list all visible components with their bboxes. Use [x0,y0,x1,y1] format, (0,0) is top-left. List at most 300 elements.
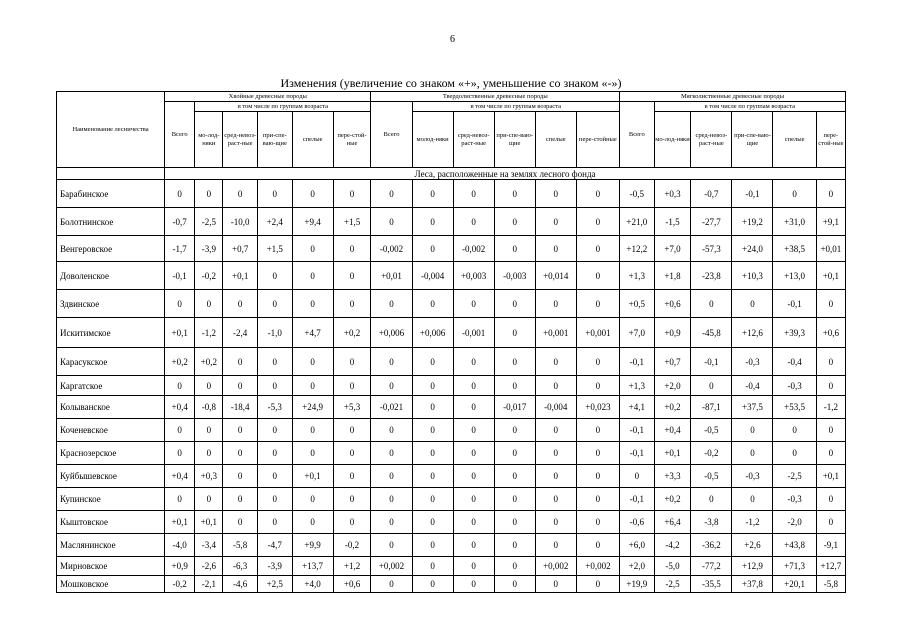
table-title: Изменения (увеличение со знаком «+», уменьшение со знаком «-») [280,76,622,90]
value-cell: 0 [333,419,371,442]
value-cell: +19,9 [620,576,655,593]
value-cell: 0 [453,180,494,208]
value-cell: -0,4 [732,376,773,396]
value-cell: +0,2 [654,396,691,419]
header-age-maturing: при-спе-ваю-щие [494,112,535,168]
value-cell: 0 [494,465,535,488]
value-cell: 0 [292,262,333,290]
value-cell: +13,7 [292,557,333,576]
value-cell: -0,002 [371,236,412,262]
table-row [57,557,846,576]
value-cell: +0,2 [333,318,371,348]
header-total: Всего [620,102,655,168]
value-cell: 0 [412,236,453,262]
forestry-name: Барабинское [57,180,165,208]
value-cell: 0 [494,488,535,511]
value-cell: -0,3 [732,348,773,376]
value-cell: -0,1 [732,180,773,208]
value-cell: -4,7 [257,534,292,557]
value-cell: 0 [576,488,619,511]
value-cell: 0 [223,290,258,318]
value-cell: -0,1 [691,348,732,376]
value-cell: +37,5 [732,396,773,419]
value-cell: -0,3 [732,465,773,488]
value-cell: +6,0 [620,534,655,557]
value-cell: +12,9 [732,557,773,576]
value-cell: 0 [412,442,453,465]
value-cell: +0,1 [165,318,195,348]
value-cell: +2,0 [654,376,691,396]
value-cell: 0 [257,262,292,290]
value-cell: 0 [816,348,845,376]
forest-change-table [56,91,846,593]
value-cell: -2,5 [654,576,691,593]
value-cell: -35,5 [691,576,732,593]
value-cell: 0 [453,576,494,593]
value-cell: 0 [535,208,576,236]
value-cell: +0,1 [654,442,691,465]
value-cell: 0 [494,236,535,262]
value-cell: -2,5 [195,208,223,236]
value-cell: 0 [576,262,619,290]
value-cell: +39,3 [773,318,816,348]
value-cell: 0 [223,511,258,534]
value-cell: +43,8 [773,534,816,557]
table-container [56,91,846,593]
value-cell: +0,006 [412,318,453,348]
value-cell: +0,2 [654,488,691,511]
value-cell: 0 [576,419,619,442]
value-cell: -0,1 [620,348,655,376]
value-cell: 0 [223,376,258,396]
value-cell: +1,2 [333,557,371,576]
value-cell: +9,9 [292,534,333,557]
value-cell: 0 [165,419,195,442]
value-cell: +2,0 [620,557,655,576]
header-age-subgroup: в том числе по группам возраста [654,102,845,112]
table-row [57,511,846,534]
value-cell: 0 [453,511,494,534]
header-age-middle: сред-невоз-раст-ные [691,112,732,168]
value-cell: 0 [333,180,371,208]
value-cell: 0 [412,488,453,511]
value-cell: +0,003 [453,262,494,290]
value-cell: 0 [691,290,732,318]
value-cell: 0 [223,180,258,208]
value-cell: 0 [165,376,195,396]
forestry-name: Искитимское [57,318,165,348]
value-cell: 0 [412,419,453,442]
value-cell: 0 [620,465,655,488]
value-cell: 0 [494,376,535,396]
value-cell: 0 [223,465,258,488]
value-cell: 0 [494,318,535,348]
value-cell: -57,3 [691,236,732,262]
value-cell: 0 [576,576,619,593]
value-cell: 0 [257,488,292,511]
value-cell: +3,3 [654,465,691,488]
forestry-name: Карасукское [57,348,165,376]
value-cell: +1,8 [654,262,691,290]
value-cell: 0 [333,511,371,534]
value-cell: 0 [535,534,576,557]
value-cell: 0 [195,290,223,318]
section-label: Леса, расположенные на землях лесного фонда [165,168,846,180]
value-cell: 0 [453,376,494,396]
value-cell: -0,5 [620,180,655,208]
value-cell: 0 [412,557,453,576]
value-cell: +0,01 [816,236,845,262]
forestry-name: Куйбышевское [57,465,165,488]
value-cell: 0 [691,376,732,396]
value-cell: +7,0 [620,318,655,348]
value-cell: 0 [333,488,371,511]
value-cell: +0,6 [816,318,845,348]
value-cell: -3,9 [257,557,292,576]
value-cell: 0 [576,376,619,396]
value-cell: 0 [535,576,576,593]
value-cell: 0 [453,419,494,442]
value-cell: -0,021 [371,396,412,419]
value-cell: 0 [195,488,223,511]
value-cell: 0 [576,236,619,262]
header-age-mature: спелые [773,112,816,168]
value-cell: -0,2 [691,442,732,465]
value-cell: +0,1 [223,262,258,290]
value-cell: 0 [535,488,576,511]
value-cell: 0 [412,465,453,488]
value-cell: 0 [257,511,292,534]
value-cell: 0 [732,442,773,465]
value-cell: 0 [292,180,333,208]
value-cell: +38,5 [773,236,816,262]
value-cell: 0 [576,465,619,488]
value-cell: 0 [773,180,816,208]
value-cell: +19,2 [732,208,773,236]
value-cell: -0,1 [620,419,655,442]
value-cell: 0 [292,376,333,396]
value-cell: 0 [412,208,453,236]
value-cell: 0 [223,488,258,511]
value-cell: 0 [257,465,292,488]
value-cell: +20,1 [773,576,816,593]
value-cell: -0,004 [535,396,576,419]
value-cell: -4,6 [223,576,258,593]
value-cell: 0 [333,290,371,318]
value-cell: +0,023 [576,396,619,419]
value-cell: 0 [453,208,494,236]
value-cell: -0,001 [453,318,494,348]
value-cell: +9,1 [816,208,845,236]
value-cell: +0,1 [165,511,195,534]
table-row [57,290,846,318]
value-cell: 0 [732,419,773,442]
value-cell: 0 [412,396,453,419]
value-cell: +0,3 [654,180,691,208]
value-cell: -10,0 [223,208,258,236]
value-cell: 0 [576,180,619,208]
value-cell: -9,1 [816,534,845,557]
value-cell: 0 [816,511,845,534]
forestry-name: Купинское [57,488,165,511]
value-cell: -87,1 [691,396,732,419]
value-cell: 0 [223,419,258,442]
value-cell: +4,7 [292,318,333,348]
forestry-name: Мошковское [57,576,165,593]
value-cell: 0 [195,442,223,465]
value-cell: 0 [494,290,535,318]
value-cell: +71,3 [773,557,816,576]
value-cell: +53,5 [773,396,816,419]
value-cell: +6,4 [654,511,691,534]
value-cell: +1,3 [620,262,655,290]
value-cell: 0 [453,348,494,376]
value-cell: -0,3 [773,376,816,396]
value-cell: 0 [494,534,535,557]
header-age-young: мо-лод-няки [195,112,223,168]
header-group-coniferous: Хвойные древесные породы [165,92,371,102]
table-row [57,208,846,236]
value-cell: 0 [195,180,223,208]
value-cell: -2,1 [195,576,223,593]
value-cell: 0 [535,348,576,376]
value-cell: 0 [453,290,494,318]
value-cell: +0,01 [371,262,412,290]
value-cell: 0 [371,576,412,593]
table-row [57,534,846,557]
value-cell: -1,2 [732,511,773,534]
value-cell: 0 [453,442,494,465]
value-cell: 0 [494,442,535,465]
forestry-name: Болотнинское [57,208,165,236]
value-cell: -0,004 [412,262,453,290]
value-cell: -0,5 [691,465,732,488]
value-cell: -2,5 [773,465,816,488]
value-cell: 0 [165,488,195,511]
value-cell: +7,0 [654,236,691,262]
value-cell: 0 [494,180,535,208]
forestry-name: Колыванское [57,396,165,419]
value-cell: 0 [223,348,258,376]
value-cell: 0 [223,442,258,465]
table-row [57,348,846,376]
value-cell: 0 [165,290,195,318]
value-cell: -0,1 [620,488,655,511]
value-cell: 0 [257,442,292,465]
value-cell: 0 [292,488,333,511]
value-cell: 0 [453,534,494,557]
header-age-maturing: при-спе-ваю-щие [732,112,773,168]
value-cell: 0 [333,262,371,290]
header-age-overmature: пере-стой-ные [816,112,845,168]
value-cell: +0,014 [535,262,576,290]
table-row [57,262,846,290]
value-cell: 0 [257,180,292,208]
value-cell: +5,3 [333,396,371,419]
value-cell: +13,0 [773,262,816,290]
table-body [57,168,846,593]
value-cell: +0,7 [223,236,258,262]
header-age-maturing: при-спе-ваю-щие [257,112,292,168]
table-row [57,318,846,348]
value-cell: -0,017 [494,396,535,419]
value-cell: -4,0 [165,534,195,557]
value-cell: -0,003 [494,262,535,290]
header-age-overmature: пере-стойные [576,112,619,168]
value-cell: -0,1 [620,442,655,465]
value-cell: 0 [333,236,371,262]
value-cell: 0 [494,348,535,376]
value-cell: -5,3 [257,396,292,419]
value-cell: 0 [412,376,453,396]
value-cell: +0,4 [165,465,195,488]
value-cell: +0,002 [576,557,619,576]
value-cell: -1,2 [816,396,845,419]
value-cell: 0 [535,442,576,465]
forestry-name: Мирновское [57,557,165,576]
value-cell: 0 [333,376,371,396]
value-cell: 0 [371,511,412,534]
value-cell: +12,2 [620,236,655,262]
value-cell: +24,0 [732,236,773,262]
table-row [57,442,846,465]
value-cell: 0 [453,557,494,576]
value-cell: 0 [412,348,453,376]
value-cell: -1,2 [195,318,223,348]
header-age-young: молод-няки [412,112,453,168]
value-cell: +0,1 [816,465,845,488]
header-age-young: мо-лод-няки [654,112,691,168]
table-row [57,180,846,208]
forestry-name: Краснозерское [57,442,165,465]
value-cell: 0 [732,488,773,511]
value-cell: +0,2 [165,348,195,376]
value-cell: -0,2 [333,534,371,557]
value-cell: -18,4 [223,396,258,419]
value-cell: 0 [371,376,412,396]
value-cell: -27,7 [691,208,732,236]
value-cell: 0 [371,208,412,236]
value-cell: +1,5 [257,236,292,262]
value-cell: -5,8 [223,534,258,557]
value-cell: 0 [371,180,412,208]
value-cell: 0 [257,376,292,396]
value-cell: +9,4 [292,208,333,236]
value-cell: +21,0 [620,208,655,236]
value-cell: -0,8 [195,396,223,419]
value-cell: 0 [292,348,333,376]
value-cell: -23,8 [691,262,732,290]
header-name-column: Наименование лесничества [57,92,165,168]
table-row [57,236,846,262]
header-age-mature: спелые [292,112,333,168]
header-group-hardwood: Твердолиственные древесные породы [371,92,620,102]
value-cell: 0 [494,576,535,593]
value-cell: 0 [732,290,773,318]
table-header [57,92,846,168]
value-cell: -5,0 [654,557,691,576]
value-cell: 0 [453,396,494,419]
value-cell: +0,001 [535,318,576,348]
value-cell: 0 [494,419,535,442]
value-cell: +0,4 [654,419,691,442]
value-cell: -0,7 [691,180,732,208]
value-cell: -3,8 [691,511,732,534]
value-cell: 0 [535,290,576,318]
header-age-middle: сред-невоз-раст-ные [453,112,494,168]
forestry-name: Доволенское [57,262,165,290]
forestry-name: Здвинское [57,290,165,318]
value-cell: 0 [371,442,412,465]
value-cell: 0 [576,534,619,557]
value-cell: +0,9 [165,557,195,576]
header-age-subgroup: в том числе по группам возраста [412,102,620,112]
value-cell: -0,2 [195,262,223,290]
value-cell: +0,7 [654,348,691,376]
value-cell: +2,4 [257,208,292,236]
forestry-name: Маслянинское [57,534,165,557]
value-cell: 0 [165,442,195,465]
value-cell: +0,1 [292,465,333,488]
header-total: Всего [371,102,412,168]
value-cell: 0 [816,290,845,318]
value-cell: 0 [535,376,576,396]
page-number: 6 [450,34,455,45]
value-cell: +2,6 [732,534,773,557]
value-cell: 0 [195,419,223,442]
header-age-mature: спелые [535,112,576,168]
section-cell-empty [57,168,165,180]
value-cell: +2,5 [257,576,292,593]
value-cell: +24,9 [292,396,333,419]
value-cell: +0,2 [195,348,223,376]
value-cell: +31,0 [773,208,816,236]
value-cell: -2,4 [223,318,258,348]
value-cell: 0 [412,290,453,318]
value-cell: 0 [333,348,371,376]
table-row [57,488,846,511]
value-cell: -0,2 [165,576,195,593]
value-cell: -0,002 [453,236,494,262]
value-cell: -0,7 [165,208,195,236]
value-cell: 0 [412,180,453,208]
value-cell: 0 [292,236,333,262]
value-cell: 0 [292,419,333,442]
value-cell: 0 [412,534,453,557]
value-cell: 0 [371,465,412,488]
value-cell: +12,6 [732,318,773,348]
value-cell: -3,4 [195,534,223,557]
value-cell: +0,002 [535,557,576,576]
value-cell: -0,1 [165,262,195,290]
header-total: Всего [165,102,195,168]
value-cell: 0 [494,557,535,576]
value-cell: +0,6 [333,576,371,593]
value-cell: -6,3 [223,557,258,576]
value-cell: 0 [412,576,453,593]
value-cell: 0 [371,290,412,318]
value-cell: 0 [165,180,195,208]
value-cell: 0 [453,488,494,511]
value-cell: +12,7 [816,557,845,576]
value-cell: 0 [257,419,292,442]
value-cell: 0 [816,488,845,511]
value-cell: 0 [535,180,576,208]
value-cell: 0 [371,488,412,511]
value-cell: 0 [535,236,576,262]
value-cell: -0,5 [691,419,732,442]
value-cell: +0,4 [165,396,195,419]
